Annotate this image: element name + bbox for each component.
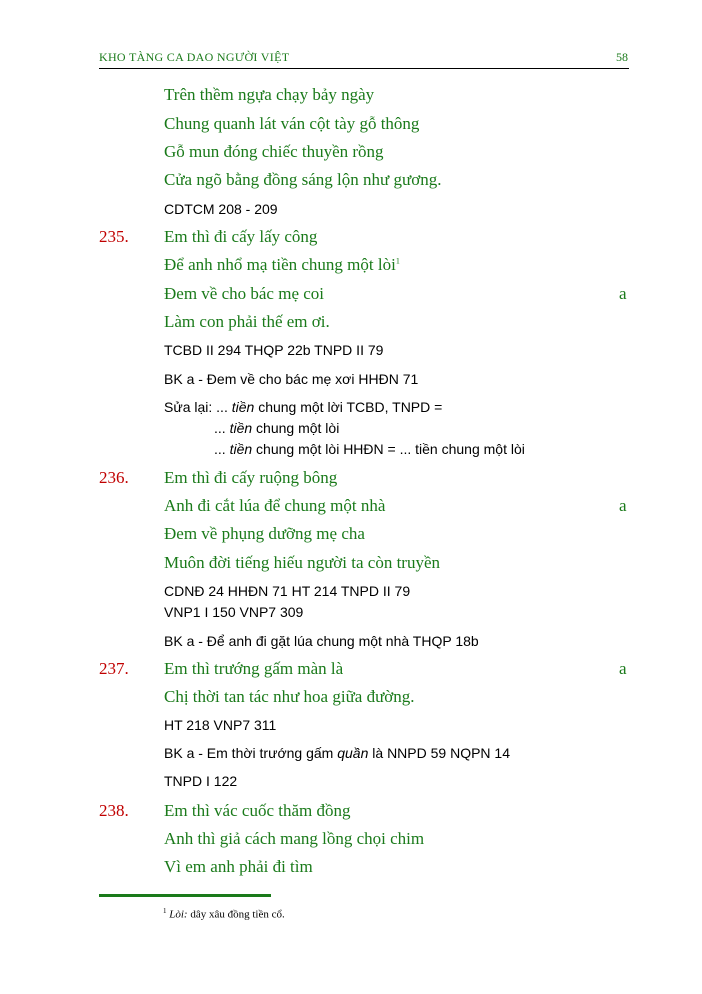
correction-line xyxy=(214,441,525,457)
correction-text: chung một lời TCBD, TNPD = xyxy=(254,399,443,415)
source-line: VNP1 I 150 VNP7 309 xyxy=(164,604,304,620)
correction-line xyxy=(164,399,442,415)
variant-text: BK a - Em thời trướng gấm xyxy=(164,745,338,761)
correction-text: ... xyxy=(214,441,230,457)
page-number: 58 xyxy=(616,50,628,64)
correction-text: Sửa lại: ... xyxy=(164,399,232,415)
verse-line: Em thì vác cuốc thăm đồng xyxy=(164,801,351,820)
verse-line xyxy=(164,255,400,275)
entry-number: 235. xyxy=(99,227,129,246)
variant-line xyxy=(164,745,510,761)
verse-line: Trên thềm ngựa chạy bảy ngày xyxy=(164,85,375,104)
correction-italic: tiền xyxy=(229,420,253,436)
footnote-term: Lòi: xyxy=(169,908,188,921)
footnote-separator xyxy=(99,894,271,897)
verse-line: Làm con phải thế em ơi. xyxy=(164,312,330,331)
footnote-number: 1 xyxy=(163,907,167,915)
correction-italic: tiền xyxy=(231,399,255,415)
verse-line: Cửa ngõ bằng đồng sáng lộn như gương. xyxy=(164,170,442,189)
correction-text: ... xyxy=(214,420,230,436)
running-header xyxy=(99,46,629,69)
footnote xyxy=(163,907,285,921)
verse-line: Em thì đi cấy ruộng bông xyxy=(164,468,338,487)
source-line: HT 218 VNP7 311 xyxy=(164,717,277,733)
verse-line: Đem về phụng dưỡng mẹ cha xyxy=(164,524,365,543)
correction-italic: tiền xyxy=(229,441,253,457)
verse-line: Em thì đi cấy lấy công xyxy=(164,227,318,246)
book-title: KHO TÀNG CA DAO NGƯỜI VIỆT xyxy=(99,50,290,64)
variant-line: BK a - Đem về cho bác mẹ xơi HHĐN 71 xyxy=(164,371,419,387)
variant-italic: quần xyxy=(337,745,369,761)
verse-line: Muôn đời tiếng hiếu người ta còn truyền xyxy=(164,553,441,572)
verse-line: Anh thì giả cách mang lồng chọi chim xyxy=(164,829,425,848)
correction-text: chung một lòi xyxy=(252,420,340,436)
variant-mark: a xyxy=(619,496,627,515)
source-line: TNPD I 122 xyxy=(164,773,238,789)
footnote-text: dây xâu đồng tiền cổ. xyxy=(187,908,285,921)
variant-mark: a xyxy=(619,284,627,303)
source-line: CDTCM 208 - 209 xyxy=(164,201,278,217)
verse-line: Đem về cho bác mẹ coi xyxy=(164,284,325,303)
verse-line: Em thì trướng gấm màn là xyxy=(164,659,344,678)
entry-number: 236. xyxy=(99,468,129,487)
verse-line: Vì em anh phải đi tìm xyxy=(164,857,313,876)
entry-number: 238. xyxy=(99,801,129,820)
footnote-ref: 1 xyxy=(395,256,400,266)
entry-number: 237. xyxy=(99,659,129,678)
source-line: TCBD II 294 THQP 22b TNPD II 79 xyxy=(164,342,384,358)
source-line: CDNĐ 24 HHĐN 71 HT 214 TNPD II 79 xyxy=(164,583,411,599)
verse-text: Để anh nhổ mạ tiền chung một lòi xyxy=(164,255,396,274)
variant-line: BK a - Để anh đi gặt lúa chung một nhà THQP 18b xyxy=(164,633,479,649)
variant-text: là NNPD 59 NQPN 14 xyxy=(368,745,510,761)
verse-line: Gỗ mun đóng chiếc thuyền rồng xyxy=(164,142,384,161)
verse-line: Chung quanh lát ván cột tày gỗ thông xyxy=(164,114,420,133)
verse-line: Chị thời tan tác như hoa giữa đường. xyxy=(164,687,415,706)
correction-text: chung một lòi HHĐN = ... tiền chung một lòi xyxy=(252,441,525,457)
correction-line xyxy=(214,420,339,436)
variant-mark: a xyxy=(619,659,627,678)
verse-line: Anh đi cắt lúa để chung một nhà xyxy=(164,496,386,515)
